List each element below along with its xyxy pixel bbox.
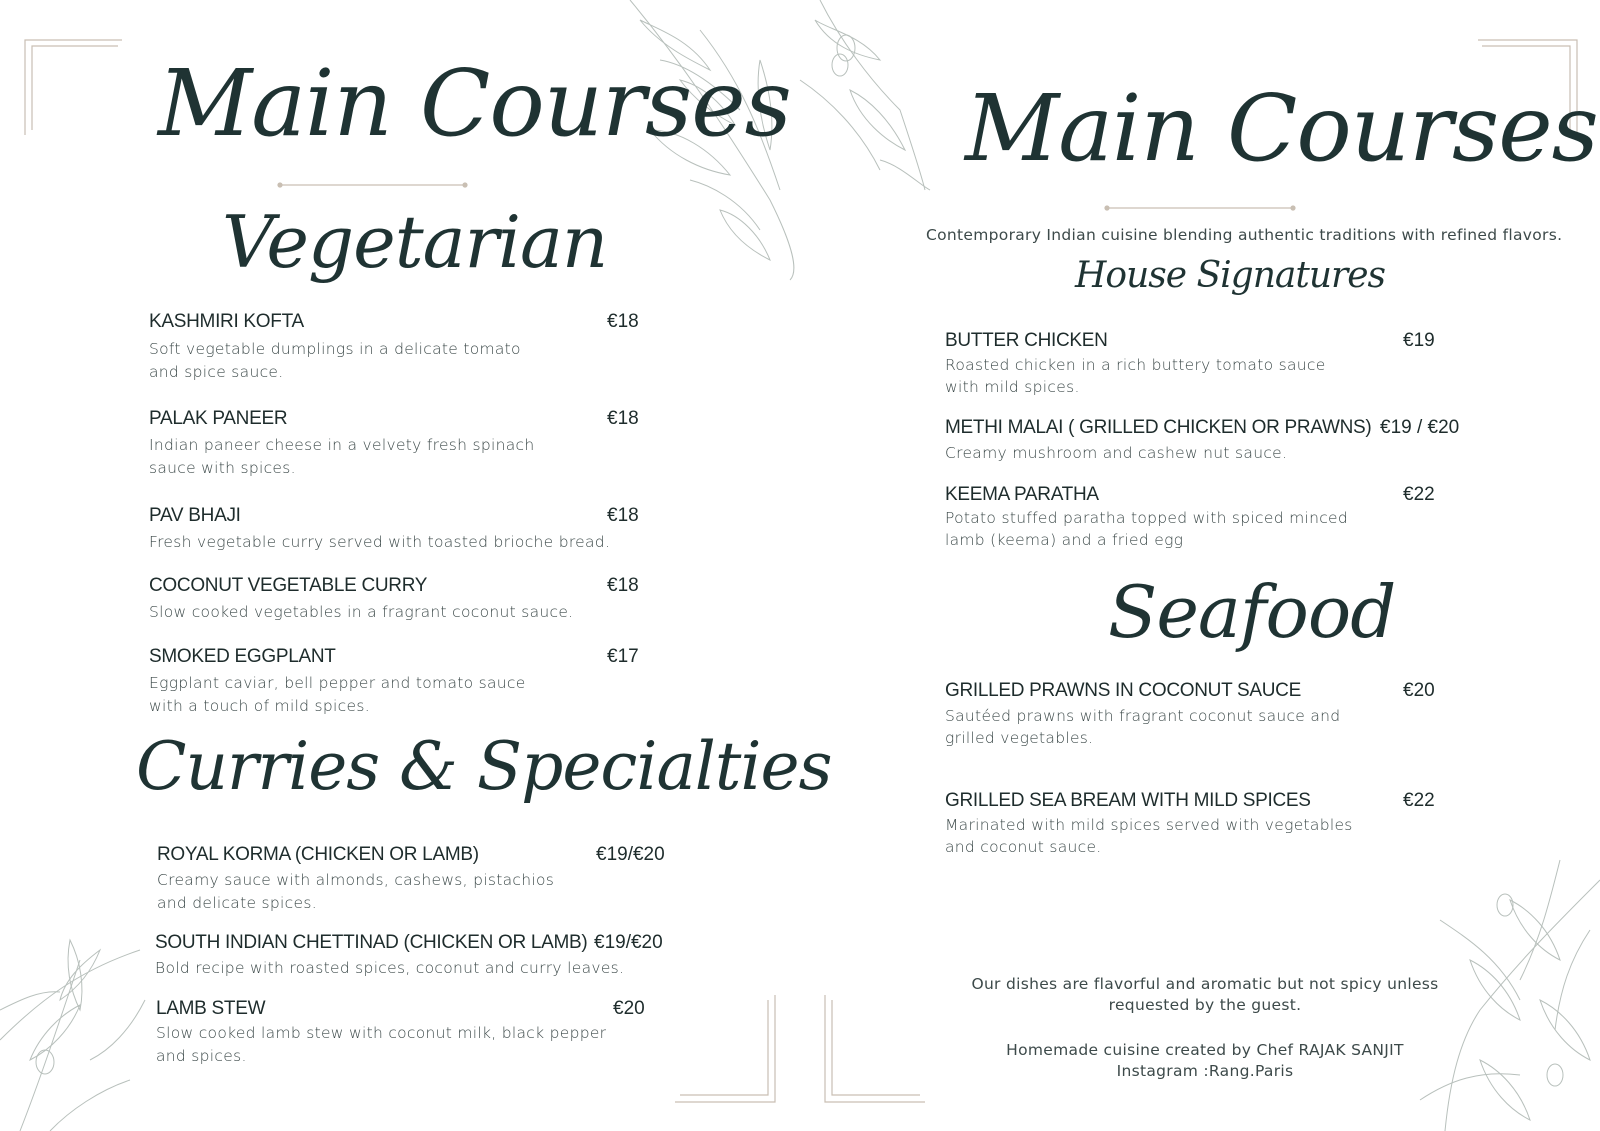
menu-item-price: €18 [607, 505, 639, 526]
menu-item-description: Fresh vegetable curry served with toasted brioche bread. [149, 533, 611, 551]
section-heading-seafood: Seafood [1108, 570, 1396, 654]
section-heading-vegetarian: Vegetarian [222, 200, 608, 284]
menu-item-name: GRILLED PRAWNS IN COCONUT SAUCE [945, 680, 1301, 701]
menu-item-name: LAMB STEW [156, 998, 266, 1019]
menu-item-description: Bold recipe with roasted spices, coconut and curry leaves. [155, 959, 625, 977]
spice-note-line: Our dishes are flavorful and aromatic but not spicy unless [971, 975, 1439, 993]
menu-item-description: Eggplant caviar, bell pepper and tomato sauce with a touch of mild spices. [149, 674, 526, 715]
menu-item-price: €19 / €20 [1380, 417, 1460, 438]
menu-item-name: COCONUT VEGETABLE CURRY [149, 575, 428, 596]
spice-note [960, 975, 1450, 1014]
menu-item-price: €19/€20 [594, 932, 663, 953]
menu-item-price: €17 [607, 646, 639, 667]
page-title: Main Courses [965, 75, 1598, 182]
menu-item-price: €22 [1403, 790, 1435, 811]
menu-item-price: €18 [607, 408, 639, 429]
menu-item-description: Indian paneer cheese in a velvety fresh spinach sauce with spices. [149, 436, 535, 477]
menu-item-description: Creamy sauce with almonds, cashews, pistachios and delicate spices. [157, 871, 555, 912]
menu-item-name: KEEMA PARATHA [945, 484, 1099, 505]
chef-credit-line: Homemade cuisine created by Chef RAJAK SANJIT [1006, 1041, 1404, 1059]
menu-item-name: ROYAL KORMA (CHICKEN OR LAMB) [157, 844, 479, 865]
menu-item-name: KASHMIRI KOFTA [149, 311, 304, 332]
menu-item-description: Potato stuffed paratha topped with spiced minced lamb (keema) and a fried egg [945, 509, 1348, 549]
menu-item-price: €22 [1403, 484, 1435, 505]
chef-credit [960, 1041, 1450, 1080]
page-title: Main Courses [158, 50, 791, 157]
menu-item-description: Sautéed prawns with fragrant coconut sauce and grilled vegetables. [945, 707, 1341, 747]
menu-item-description: Soft vegetable dumplings in a delicate tomato and spice sauce. [149, 340, 521, 381]
menu-item-price: €20 [613, 998, 645, 1019]
menu-item-name: METHI MALAI ( GRILLED CHICKEN OR PRAWNS) [945, 417, 1372, 438]
tagline: Contemporary Indian cuisine blending authentic traditions with refined flavors. [926, 226, 1563, 244]
instagram-handle: Instagram :Rang.Paris [1116, 1062, 1294, 1080]
menu-item-description: Roasted chicken in a rich buttery tomato sauce with mild spices. [945, 356, 1326, 396]
spice-note-line: requested by the guest. [1108, 996, 1302, 1014]
menu-item-name: SMOKED EGGPLANT [149, 646, 336, 667]
menu-item-price: €18 [607, 575, 639, 596]
menu-item-name: SOUTH INDIAN CHETTINAD (CHICKEN OR LAMB) [155, 932, 588, 953]
menu-item-price: €19/€20 [596, 844, 665, 865]
menu-item-description: Marinated with mild spices served with vegetables and coconut sauce. [945, 816, 1353, 856]
section-heading-signatures: House Signatures [1075, 255, 1385, 296]
menu-item-name: BUTTER CHICKEN [945, 330, 1108, 351]
menu-item-description: Slow cooked lamb stew with coconut milk, black pepper and spices. [156, 1024, 607, 1065]
menu-item-description: Slow cooked vegetables in a fragrant coconut sauce. [149, 603, 574, 621]
menu-item-name: PAV BHAJI [149, 505, 241, 526]
menu-item-description: Creamy mushroom and cashew nut sauce. [945, 444, 1288, 462]
menu-item-price: €18 [607, 311, 639, 332]
menu-item-price: €20 [1403, 680, 1435, 701]
menu-item-price: €19 [1403, 330, 1435, 351]
menu-item-name: GRILLED SEA BREAM WITH MILD SPICES [945, 790, 1311, 811]
menu-item-name: PALAK PANEER [149, 408, 288, 429]
section-heading-curries: Curries & Specialties [136, 728, 832, 805]
